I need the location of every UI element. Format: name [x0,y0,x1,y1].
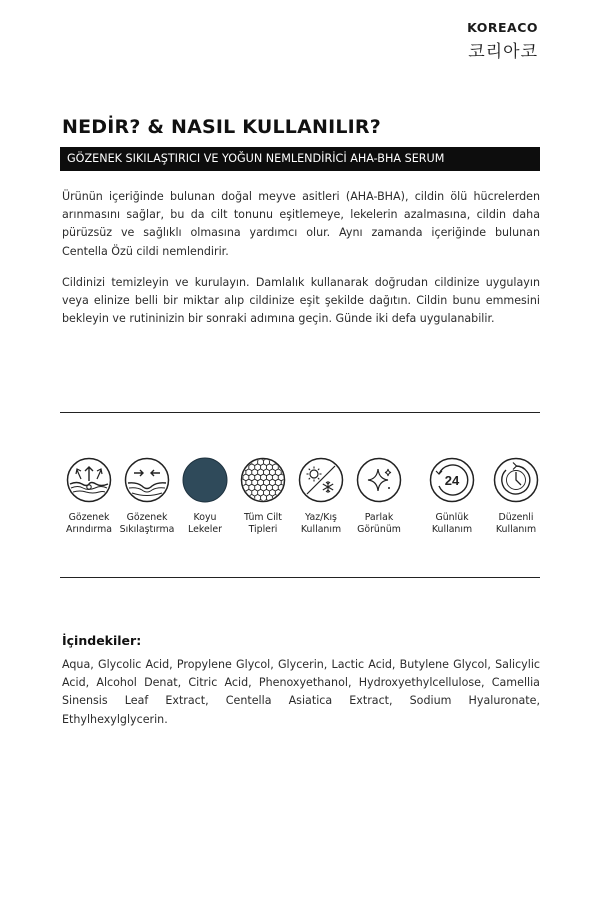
summer-winter-icon [298,457,344,503]
feature-label: Düzenli Kullanım [495,512,537,535]
product-banner: GÖZENEK SIKILAŞTIRICI VE YOĞUN NEMLENDİRİCİ AHA-BHA SERUM [60,147,540,171]
feature-label: Koyu Lekeler [188,512,222,535]
feature-glow [348,457,410,536]
feature-pore-tightening [116,457,178,536]
glow-icon [356,457,402,503]
description-paragraph: Ürünün içeriğinde bulunan doğal meyve asitleri (AHA-BHA), cildin ölü hücrelerden arınmasını sağlar, bu da cilt tonunu eşitlemeye, lekelerin azalmasına, cildin daha pürüzsüz ve sağlıklı olmasına yardımcı olur. Aynı zamanda içeriğinde bulunan Centella Özü cildi nemlendirir. [62,190,540,258]
page-title: NEDİR? & NASIL KULLANILIR? [62,116,381,138]
dark-spots-icon [182,457,228,503]
feature-label: Yaz/Kış Kullanım [300,512,342,535]
feature-label: Parlak Görünüm [357,512,401,535]
feature-summer-winter [290,457,352,536]
brand-name: KOREACO [467,20,538,35]
brand-korean-name: 코리아코 [468,42,538,62]
usage-paragraph: Cildinizi temizleyin ve kurulayın. Damlalık kullanarak doğrudan cildinize uygulayın veya elinize belli bir miktar alıp cildinize eşit şekilde dağıtın. Cildin bunu emmesini bekleyin ve rutininizin bir sonraki adımına geçin. Günde iki defa uygulanabilir. [62,276,540,326]
pore-tightening-icon [124,457,170,503]
feature-label: Gözenek Arındırma [66,512,112,535]
feature-label: Tüm Cilt Tipleri [244,512,282,535]
feature-daily-use [421,457,483,536]
ingredients-text: Aqua, Glycolic Acid, Propylene Glycol, Glycerin, Lactic Acid, Butylene Glycol, Salicylic Acid, Alcohol Denat, Citric Acid, Phenoxyethanol, Hydroxyethylcellulose, Camellia Sinensis Leaf Extract, Centella Asiatica Extract, Sodium Hyaluronate, Ethylhexylglycerin. [62,658,540,726]
svg-text:24: 24 [444,473,460,488]
ingredients-title: İçindekiler: [62,633,142,648]
regular-use-icon [493,457,539,503]
divider-bottom [60,577,540,578]
feature-all-skin-types [232,457,294,536]
honeycomb-pattern [240,457,286,503]
brand-logo [467,20,538,62]
feature-pore-cleansing [58,457,120,536]
feature-label: Gözenek Sıkılaştırma [119,512,175,535]
divider-top [60,412,540,413]
feature-label: Günlük Kullanım [431,512,473,535]
all-skin-types-icon [240,457,286,503]
pore-cleansing-icon [66,457,112,503]
feature-regular-use [485,457,547,536]
feature-dark-spots [174,457,236,536]
daily-use-icon [429,457,475,503]
